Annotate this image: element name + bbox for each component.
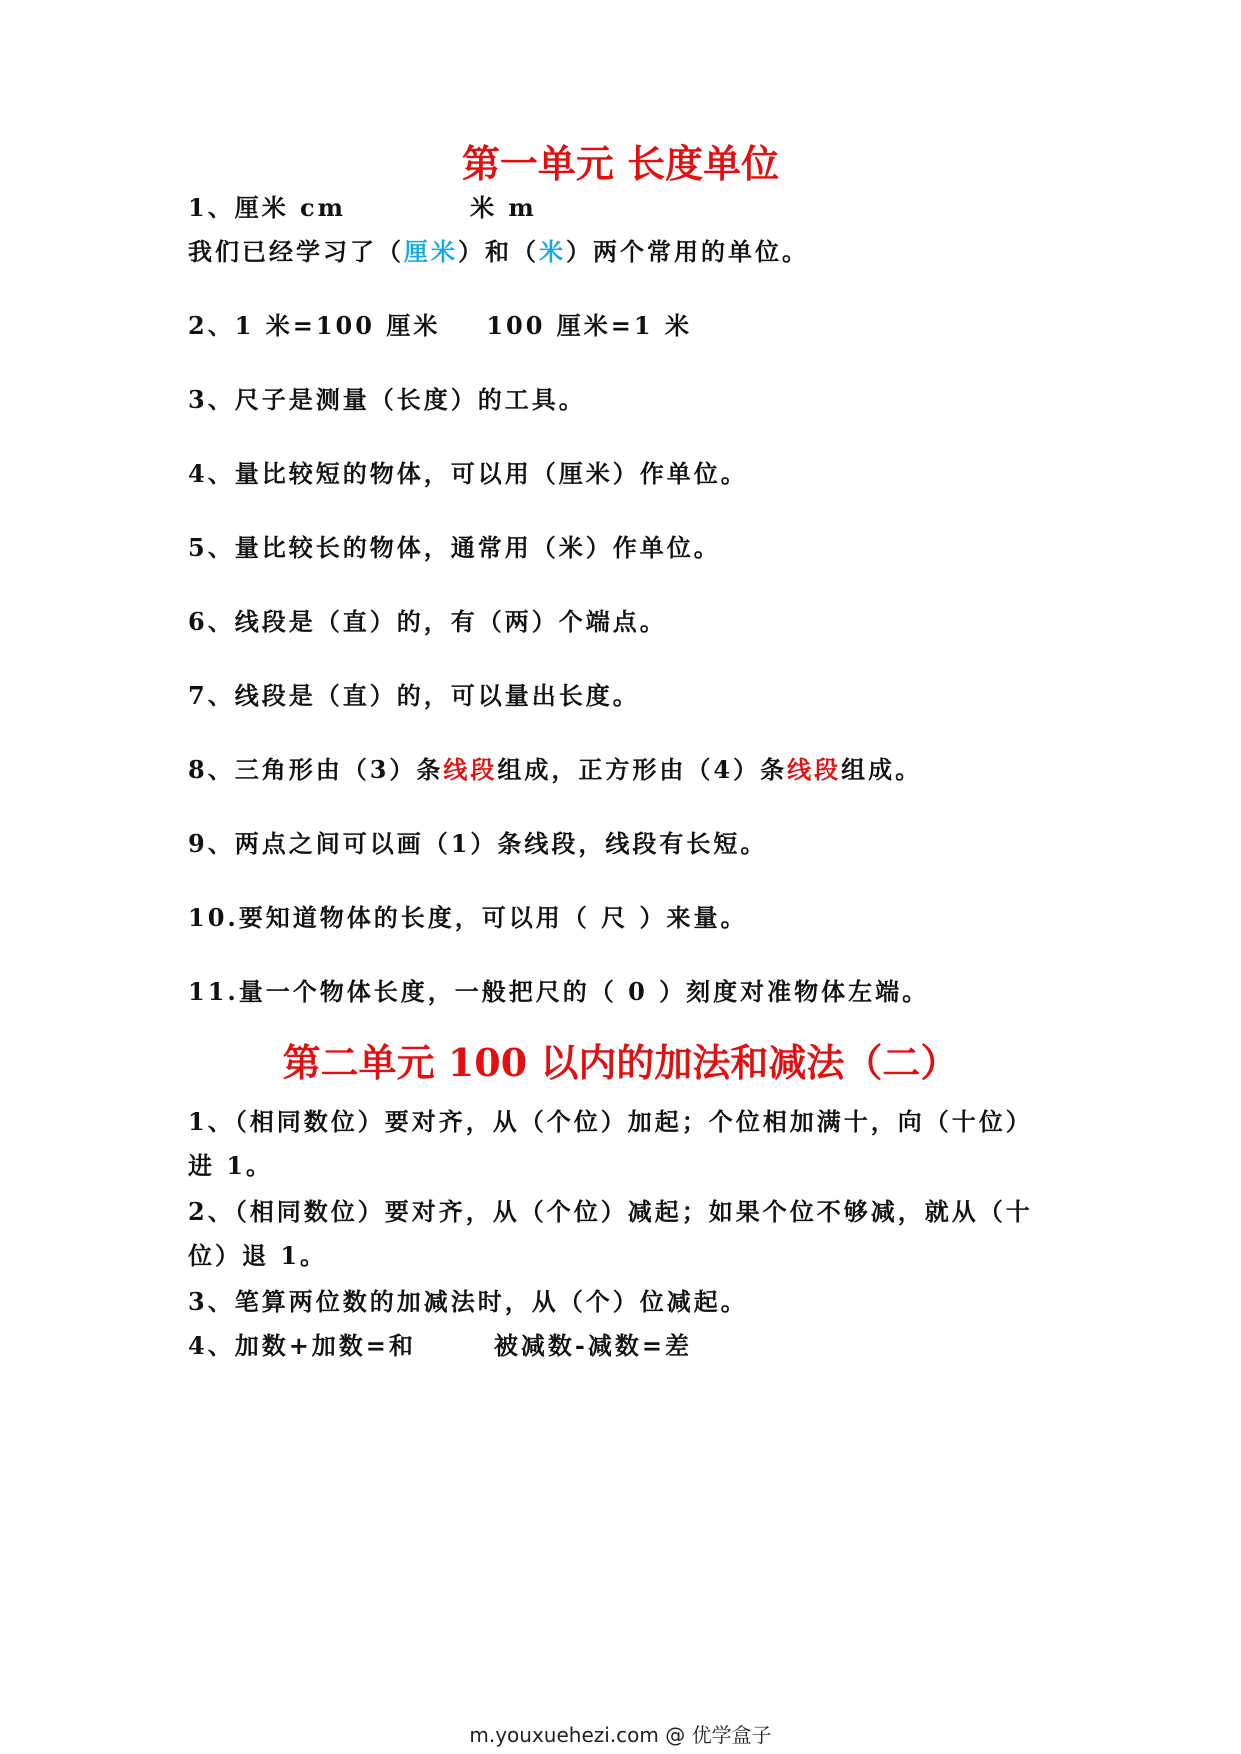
unit1-item4: 4、量比较短的物体，可以用（厘米）作单位。 [188,459,748,488]
unit1-item1-cm: 1、厘米 cm [188,193,347,222]
unit1-intro-part: ）两个常用的单位。 [566,237,809,266]
unit1-item10: 10.要知道物体的长度，可以用（ 尺 ）来量。 [188,903,748,932]
unit1-item8-highlight: 线段 [443,755,498,784]
unit1-item6: 6、线段是（直）的，有（两）个端点。 [188,607,667,636]
unit1-item8-part: 组成。 [841,755,923,784]
unit1-intro [188,236,809,268]
unit1-intro-highlight-cm: 厘米 [404,237,458,266]
unit1-item2-b: 100 厘米=1 米 [486,311,692,340]
unit2-title: 第二单元 100 以内的加法和减法（二） [282,1040,959,1085]
unit1-item5: 5、量比较长的物体，通常用（米）作单位。 [188,533,721,562]
unit1-intro-part: 我们已经学习了（ [188,237,404,266]
unit2-item3: 3、笔算两位数的加减法时，从（个）位减起。 [188,1287,748,1316]
footer-watermark: m.youxuehezi.com @ 优学盒子 [469,1723,772,1747]
unit2-item1-line2: 进 1。 [188,1151,274,1180]
unit2-item4-subtraction: 被减数-减数=差 [493,1331,692,1360]
unit2-item2-line1: 2、（相同数位）要对齐，从（个位）减起；如果个位不够减，就从（十 [188,1197,1033,1226]
unit1-item1-m: 米 m [470,193,537,222]
unit1-item8-highlight: 线段 [787,755,842,784]
unit1-intro-part: ）和（ [458,237,539,266]
unit1-intro-highlight-m: 米 [539,237,566,266]
unit2-item4-addition: 4、加数+加数=和 [188,1331,416,1360]
unit2-item4 [188,1330,692,1362]
unit1-title: 第一单元 长度单位 [461,141,780,186]
unit1-item2-a: 2、1 米=100 厘米 [188,311,441,340]
unit1-item7: 7、线段是（直）的，可以量出长度。 [188,681,640,710]
unit2-item2-line2: 位）退 1。 [188,1241,328,1270]
unit1-item8 [188,754,922,786]
unit1-item8-part: 8、三角形由（3）条 [188,755,444,784]
unit2-item1-line1: 1、（相同数位）要对齐，从（个位）加起；个位相加满十，向（十位） [188,1107,1033,1136]
unit1-item9: 9、两点之间可以画（1）条线段，线段有长短。 [188,829,768,858]
unit1-item1 [188,192,537,224]
unit1-item3: 3、尺子是测量（长度）的工具。 [188,385,586,414]
unit1-item2 [188,310,692,342]
unit1-item8-part: 组成，正方形由（4）条 [497,755,788,784]
unit1-item11: 11.量一个物体长度，一般把尺的（ 0 ）刻度对准物体左端。 [188,977,930,1006]
